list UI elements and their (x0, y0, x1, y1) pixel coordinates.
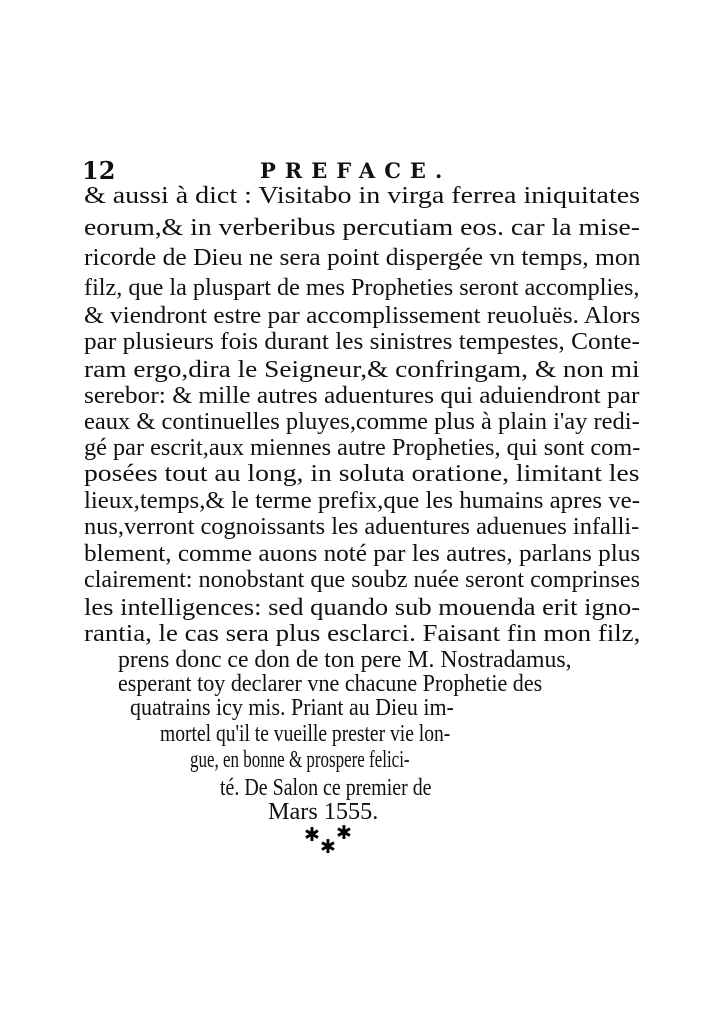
text-line: ricorde de Dieu ne sera point dispergée vn temps, mon (84, 245, 641, 271)
text-line: mortel qu'il te vueille prester vie lon- (160, 721, 451, 747)
text-line: serebor: & mille autres aduentures qui aduiendront par (84, 383, 640, 409)
text-line: lieux,temps,& le terme prefix,que les humains apres ve- (84, 488, 640, 514)
page-number: 12 (82, 156, 116, 185)
running-title: PREFACE. (260, 158, 452, 183)
text-line: eorum,& in verberibus percutiam eos. car la mise- (84, 215, 641, 241)
text-line: Mars 1555. (268, 799, 379, 825)
star-icon: ✱ (336, 822, 352, 844)
text-line: gé par escrit,aux miennes autre Propheties, qui sont com- (84, 435, 641, 461)
text-line: rantia, le cas sera plus esclarci. Faisant fin mon filz, (84, 621, 641, 647)
text-line: quatrains icy mis. Priant au Dieu im- (130, 695, 454, 721)
text-line: par plusieurs fois durant les sinistres tempestes, Conte- (84, 329, 640, 355)
text-line: blement, comme auons noté par les autres, parlans plus (84, 541, 641, 567)
star-icon: ✱ (320, 836, 336, 858)
text-line: prens donc ce don de ton pere M. Nostradamus, (118, 647, 572, 673)
text-line: & viendront estre par accomplissement reuoluës. Alors (84, 303, 641, 329)
page-header (82, 156, 642, 186)
closing-ornament (300, 820, 360, 860)
text-line: té. De Salon ce premier de (220, 775, 432, 801)
text-line: esperant toy declarer vne chacune Prophetie des (118, 671, 543, 697)
text-line: gue, en bonne & prospere felici- (190, 747, 410, 773)
text-line: nus,verront cognoissants les aduentures aduenues infalli- (84, 514, 640, 540)
star-icon: ✱ (304, 824, 320, 846)
text-line: clairement: nonobstant que soubz nuée seront comprinses (84, 567, 640, 593)
text-line: posées tout au long, in soluta oratione, limitant les (84, 461, 640, 487)
text-line: ram ergo,dira le Seigneur,& confringam, & non mi (84, 357, 640, 383)
text-line: & aussi à dict : Visitabo in virga ferrea iniquitates (84, 183, 641, 209)
text-line: eaux & continuelles pluyes,comme plus à plain i'ay redi- (84, 409, 640, 435)
text-line: les intelligences: sed quando sub mouenda erit igno- (84, 595, 641, 621)
text-line: filz, que la pluspart de mes Propheties seront accomplies, (84, 275, 640, 301)
